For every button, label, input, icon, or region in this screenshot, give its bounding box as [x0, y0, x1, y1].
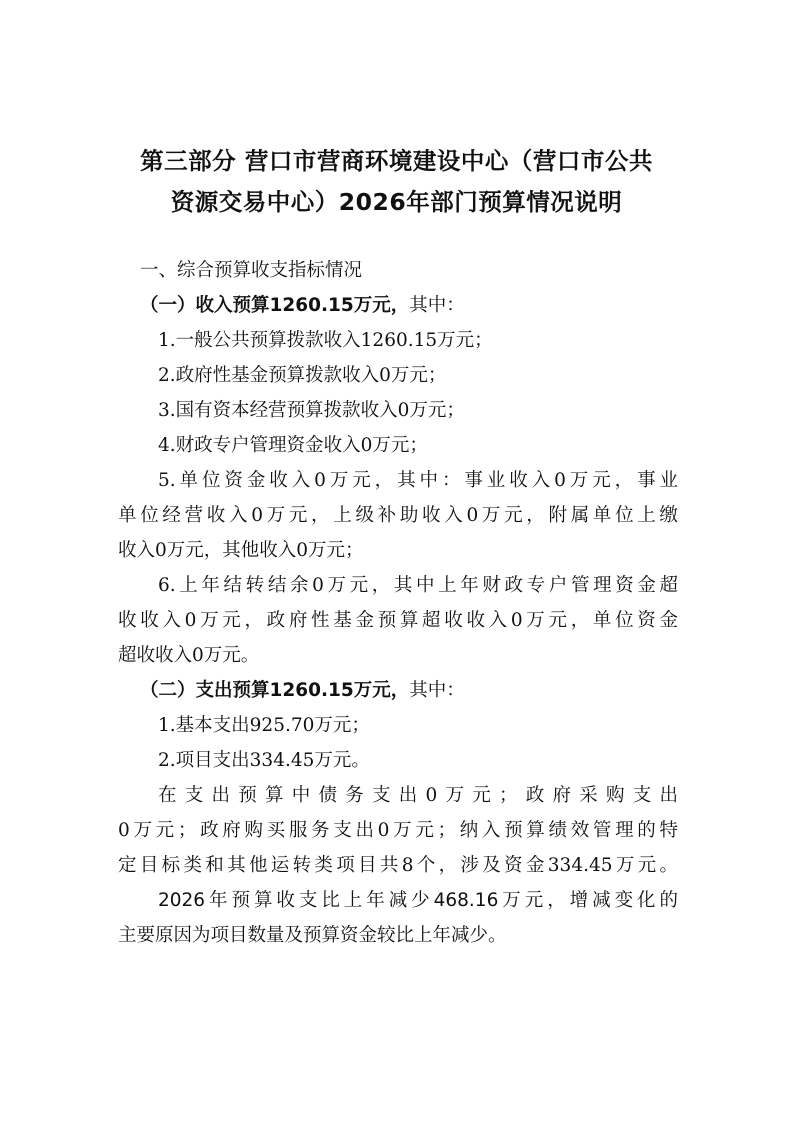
section-heading: 一、综合预算收支指标情况: [140, 260, 363, 281]
income-item-6-line-1: 6.上年结转结余0万元，其中上年财政专户管理资金超: [158, 575, 678, 596]
summary-line-2: 主要原因为项目数量及预算资金较比上年减少。: [118, 925, 507, 946]
income-suffix: 其中：: [409, 295, 465, 316]
expense-label: （二）支出预算1260.15万元，: [140, 680, 410, 701]
expense-heading: [118, 673, 678, 708]
income-item-5-line-3: 收入0万元，其他收入0万元；: [118, 540, 364, 561]
page-title: [0, 141, 793, 223]
expense-note-line-2: 0万元；政府购买服务支出0万元；纳入预算绩效管理的特: [118, 820, 678, 841]
expense-note-line-1: 在支出预算中债务支出0万元；政府采购支出: [158, 785, 678, 806]
expense-item-2: 2.项目支出334.45万元。: [158, 750, 370, 771]
income-item-6-line-3: 超收收入0万元。: [118, 645, 260, 666]
title-line-1: 第三部分 营口市营商环境建设中心（营口市公共: [140, 147, 653, 175]
income-item-5-line-2: 单位经营收入0万元，上级补助收入0万元，附属单位上缴: [118, 505, 678, 526]
income-item-5-line-1: 5.单位资金收入0万元，其中：事业收入0万元，事业: [158, 470, 678, 491]
document-body: [118, 253, 678, 953]
income-item-2: 2.政府性基金预算拨款收入0万元；: [158, 365, 447, 386]
income-item-6-line-2: 收收入0万元，政府性基金预算超收收入0万元，单位资金: [118, 610, 678, 631]
income-item-3: 3.国有资本经营预算拨款收入0万元；: [158, 400, 465, 421]
title-line-2: 资源交易中心）2026年部门预算情况说明: [170, 188, 623, 216]
summary-line-1: 2026年预算收支比上年减少468.16万元，增减变化的: [158, 890, 678, 911]
income-item-4: 4.财政专户管理资金收入0万元；: [158, 435, 428, 456]
expense-suffix: 其中：: [409, 680, 465, 701]
income-item-1: 1.一般公共预算拨款收入1260.15万元；: [158, 330, 493, 351]
expense-note-line-3: 定目标类和其他运转类项目共8个，涉及资金334.45万元。: [118, 855, 678, 876]
expense-item-1: 1.基本支出925.70万元；: [158, 715, 370, 736]
income-label: （一）收入预算1260.15万元，: [140, 295, 410, 316]
income-heading: [118, 288, 678, 323]
